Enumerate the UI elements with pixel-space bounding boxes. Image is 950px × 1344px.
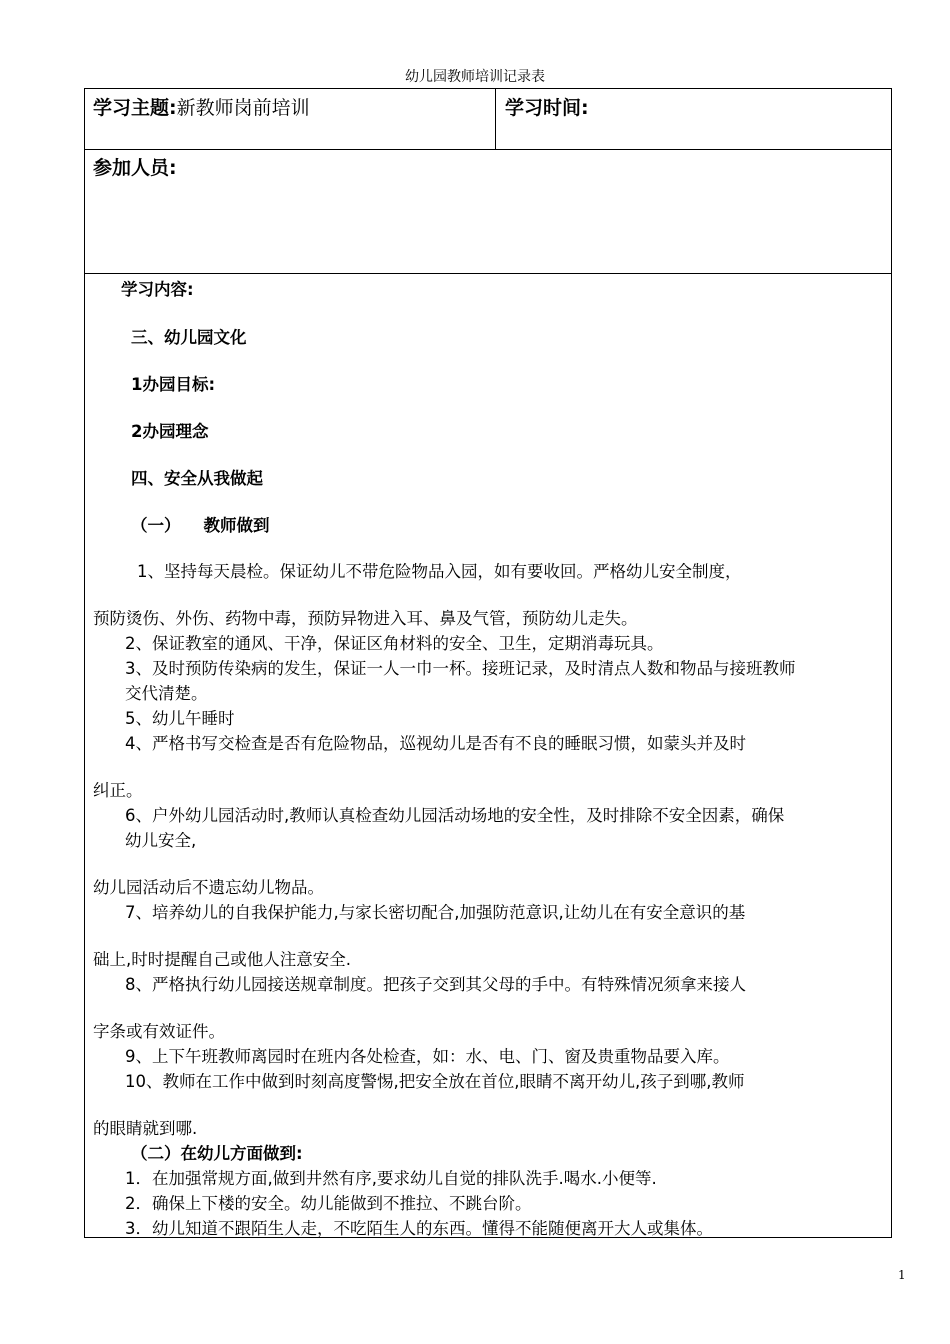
time-cell: [505, 93, 589, 120]
teacher-line: 9、上下午班教师离园时在班内各处检查，如：水、电、门、窗及贵重物品要入库。: [125, 1047, 730, 1066]
teacher-line: 5、幼儿午睡时: [125, 709, 235, 728]
teacher-line: 纠正。: [93, 781, 143, 800]
page-number: 1: [898, 1268, 906, 1282]
teacher-line: 3、及时预防传染病的发生，保证一人一巾一杯。接班记录，及时清点人数和物品与接班教师: [125, 659, 796, 678]
teacher-line: 幼儿园活动后不遗忘幼儿物品。: [93, 878, 324, 897]
teacher-subsection-title: （一） 教师做到: [131, 516, 270, 535]
time-label: 学习时间:: [505, 97, 589, 119]
teacher-line: 幼儿安全,: [125, 831, 197, 850]
teacher-line: 预防烫伤、外伤、药物中毒，预防异物进入耳、鼻及气管，预防幼儿走失。: [93, 609, 638, 628]
training-record-form: [84, 88, 892, 1238]
section-3-title: 三、幼儿园文化: [131, 328, 247, 347]
topic-value[interactable]: 新教师岗前培训: [176, 97, 310, 119]
teacher-line: 础上,时时提醒自己或他人注意安全.: [93, 950, 351, 969]
teacher-line: 6、户外幼儿园活动时,教师认真检查幼儿园活动场地的安全性，及时排除不安全因素，确保: [125, 806, 785, 825]
participants-cell: [93, 153, 177, 180]
child-line: 3．幼儿知道不跟陌生人走，不吃陌生人的东西。懂得不能随便离开大人或集体。: [125, 1219, 713, 1238]
teacher-line: 8、严格执行幼儿园接送规章制度。把孩子交到其父母的手中。有特殊情况须拿来接人: [125, 975, 746, 994]
goal-item: 1办园目标:: [131, 375, 216, 394]
document-title: 幼儿园教师培训记录表: [405, 69, 545, 85]
participants-label: 参加人员:: [93, 157, 177, 179]
philosophy-item: 2办园理念: [131, 422, 209, 441]
participants-row: [85, 149, 891, 274]
content-label: 学习内容:: [121, 280, 194, 299]
column-divider: [495, 89, 496, 149]
child-line: 1．在加强常规方面,做到井然有序,要求幼儿自觉的排队洗手.喝水.小便等.: [125, 1169, 657, 1188]
teacher-line: 7、培养幼儿的自我保护能力,与家长密切配合,加强防范意识,让幼儿在有安全意识的基: [125, 903, 746, 922]
child-line: 2．确保上下楼的安全。幼儿能做到不推拉、不跳台阶。: [125, 1194, 532, 1213]
topic-label: 学习主题:: [93, 97, 177, 119]
header-row: [85, 89, 891, 150]
teacher-line: 的眼睛就到哪.: [93, 1119, 198, 1138]
teacher-line: 10、教师在工作中做到时刻高度警惕,把安全放在首位,眼睛不离开幼儿,孩子到哪,教师: [125, 1072, 745, 1091]
teacher-line: 1、坚持每天晨检。保证幼儿不带危险物品入园，如有要收回。严格幼儿安全制度，: [137, 562, 742, 581]
teacher-line: 交代清楚。: [125, 684, 208, 703]
topic-cell: [93, 93, 310, 120]
teacher-line: 字条或有效证件。: [93, 1022, 225, 1041]
teacher-line: 2、保证教室的通风、干净，保证区角材料的安全、卫生，定期消毒玩具。: [125, 634, 664, 653]
section-4-title: 四、安全从我做起: [131, 469, 263, 488]
teacher-line: 4、严格书写交检查是否有危险物品，巡视幼儿是否有不良的睡眠习惯，如蒙头并及时: [125, 734, 746, 753]
child-subsection-title: （二）在幼儿方面做到:: [131, 1144, 303, 1163]
